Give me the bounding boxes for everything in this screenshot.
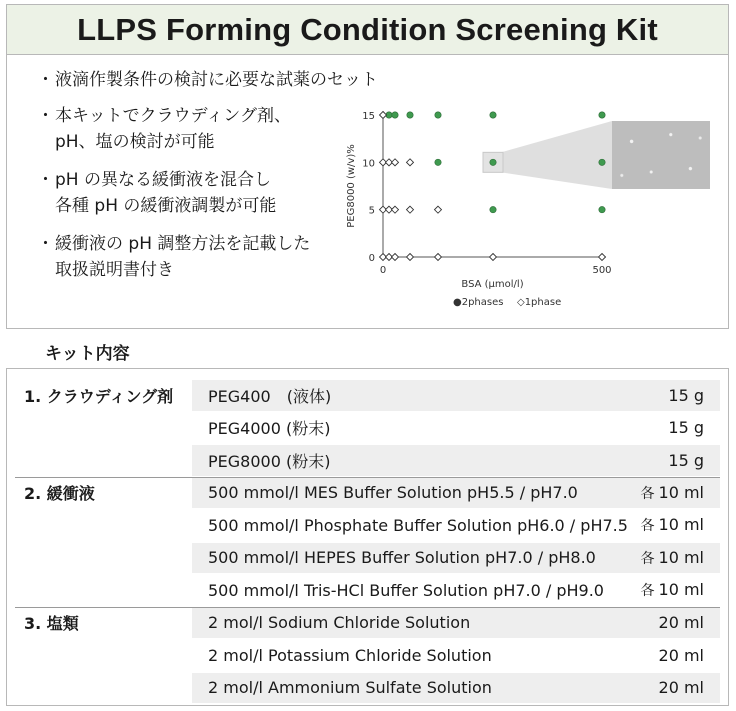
category-label: 3. 塩類 (24, 614, 79, 634)
table-row (7, 672, 728, 705)
item-name: PEG4000 (粉末) (208, 419, 331, 439)
item-quantity (659, 678, 704, 697)
legend-2phases: ●2phases (453, 297, 504, 308)
each-label: 各 (640, 518, 655, 535)
quantity-value: 10 ml (658, 482, 704, 502)
kit-contents-heading: キット内容 (45, 344, 130, 364)
point-2phases (599, 159, 605, 165)
point-2phases (599, 206, 605, 212)
quantity-value: 10 ml (658, 580, 704, 600)
table-row (7, 379, 728, 412)
quantity-value: 15 g (668, 450, 704, 470)
feature-text: 本キットでクラウディング剤、 pH、塩の検討が可能 (55, 106, 291, 152)
feature-item (37, 67, 437, 93)
quantity-value: 10 ml (658, 547, 704, 567)
legend-1phase: ◇1phase (517, 297, 562, 308)
item-quantity (668, 386, 704, 405)
table-row (7, 639, 728, 672)
y-tick-label: 15 (362, 111, 375, 122)
title-bar (7, 5, 728, 55)
feature-text: pH の異なる緩衝液を混合し 各種 pH の緩衝液調製が可能 (55, 170, 277, 216)
item-name: 2 mol/l Ammonium Sulfate Solution (208, 678, 492, 698)
y-axis-label: PEG8000 (w/v)% (346, 144, 357, 228)
point-2phases (407, 112, 413, 118)
quantity-value: 20 ml (658, 645, 704, 665)
callout-wedge (501, 121, 612, 189)
quantity-value: 15 g (668, 385, 704, 405)
point-2phases (435, 159, 441, 165)
bullet-mark: ・ (37, 170, 54, 190)
item-name: 500 mmol/l Tris-HCl Buffer Solution pH7.0 / pH9.0 (208, 580, 604, 600)
y-tick-label: 0 (368, 253, 375, 264)
point-1phase (392, 254, 399, 261)
bullet-mark: ・ (37, 70, 54, 90)
point-2phases (490, 206, 496, 212)
point-1phase (392, 159, 399, 166)
point-1phase (407, 206, 414, 213)
feature-text: 緩衝液の pH 調整方法を記載した 取扱説明書付き (55, 234, 311, 280)
point-2phases (490, 112, 496, 118)
item-quantity (659, 613, 704, 632)
table-row (7, 542, 728, 575)
table-row (7, 509, 728, 542)
item-name: 500 mmol/l Phosphate Buffer Solution pH6.0 / pH7.5 (208, 515, 628, 535)
point-1phase (490, 254, 497, 261)
point-2phases (490, 159, 496, 165)
y-tick-label: 10 (362, 158, 375, 170)
point-1phase (435, 254, 442, 261)
each-label: 各 (640, 485, 655, 502)
item-name: 2 mol/l Potassium Chloride Solution (208, 645, 492, 665)
x-tick-label: 500 (592, 265, 612, 276)
bullet-mark: ・ (37, 106, 54, 126)
point-2phases (392, 112, 398, 118)
page-title: LLPS Forming Condition Screening Kit (77, 11, 658, 47)
item-name: 2 mol/l Sodium Chloride Solution (208, 613, 471, 633)
point-2phases (435, 112, 441, 118)
table-row (7, 444, 728, 477)
category-label: 2. 緩衝液 (24, 484, 95, 504)
point-1phase (599, 254, 606, 261)
y-tick-label: 5 (368, 205, 375, 217)
item-quantity (641, 515, 704, 535)
feature-text: 液滴作製条件の検討に必要な試薬のセット (55, 70, 378, 90)
point-1phase (435, 206, 442, 213)
item-quantity (668, 418, 704, 437)
item-name: 500 mmol/l HEPES Buffer Solution pH7.0 / pH8.0 (208, 548, 596, 568)
category-label: 1. クラウディング剤 (24, 386, 174, 406)
item-quantity (659, 646, 704, 665)
bullet-mark: ・ (37, 234, 54, 254)
point-1phase (407, 159, 414, 166)
item-quantity (641, 548, 704, 568)
point-1phase (380, 112, 387, 119)
quantity-value: 20 ml (658, 678, 704, 698)
item-quantity (641, 580, 704, 600)
x-tick-label: 0 (379, 265, 387, 276)
point-2phases (599, 112, 605, 118)
item-name: PEG8000 (粉末) (208, 451, 331, 471)
table-row (7, 607, 728, 640)
table-row (7, 574, 728, 607)
quantity-value: 20 ml (658, 613, 704, 633)
kit-contents-table (6, 368, 729, 706)
point-1phase (407, 254, 414, 261)
each-label: 各 (640, 550, 655, 567)
item-name: PEG400 (液体) (208, 386, 332, 406)
table-row (7, 412, 728, 445)
quantity-value: 10 ml (658, 515, 704, 535)
item-quantity (641, 483, 704, 503)
x-axis-label: BSA (μmol/l) (461, 279, 524, 290)
item-name: 500 mmol/l MES Buffer Solution pH5.5 / pH7.0 (208, 483, 578, 503)
quantity-value: 15 g (668, 418, 704, 438)
each-label: 各 (640, 583, 655, 600)
item-quantity (668, 451, 704, 470)
microscope-image (612, 121, 710, 189)
point-1phase (392, 206, 399, 213)
table-row (7, 477, 728, 510)
